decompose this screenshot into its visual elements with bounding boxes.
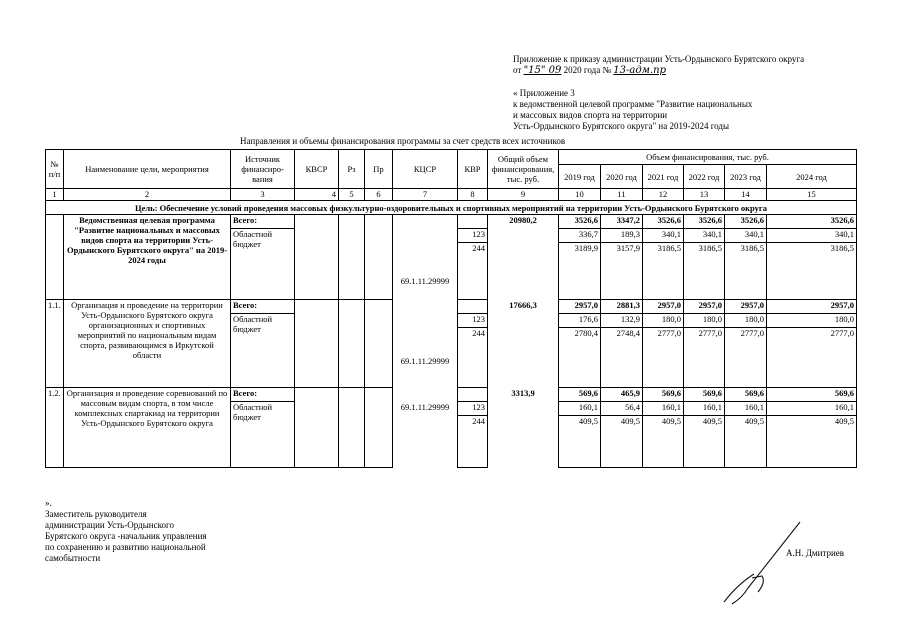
row-name: Организация и проведение соревнований по массовым видам спорта, в том числе комплексных спартакиад на территории Усть-Ордынского Бурятского округа xyxy=(64,388,231,468)
row-kvr: 123 xyxy=(458,402,488,416)
th-num: № п/п xyxy=(46,150,64,189)
goal-row xyxy=(46,201,857,215)
signer-name: А.Н. Дмитриев xyxy=(786,548,845,558)
value-cell: 160,1 xyxy=(725,402,767,416)
value-cell: 180,0 xyxy=(725,314,767,328)
value-cell: 3186,5 xyxy=(684,243,725,300)
value-cell: 176,6 xyxy=(559,314,601,328)
order-date-line xyxy=(513,65,666,76)
value-cell: 180,0 xyxy=(684,314,725,328)
goal-text: Цель: Обеспечение условий проведения массовых физкультурно-оздоровительных и спортивных мероприятий на территории Усть-Ордынского Бурятского округа xyxy=(46,201,857,215)
table-title: Направления и объемы финансирования программы за счет средств всех источников xyxy=(240,136,566,146)
value-cell: 3186,5 xyxy=(643,243,684,300)
value-cell: 2957,0 xyxy=(643,300,684,314)
signer-position-line1: Заместитель руководителя xyxy=(45,509,147,519)
value-cell: 3526,6 xyxy=(725,215,767,229)
row-kvr: 244 xyxy=(458,243,488,300)
row-kcsr: 69.1.11.29999 xyxy=(393,402,458,468)
colnum: 13 xyxy=(684,189,725,201)
value-cell: 409,5 xyxy=(684,416,725,468)
colnum: 2 xyxy=(64,189,231,201)
value-cell: 336,7 xyxy=(559,229,601,243)
colnum: 4 xyxy=(295,189,339,201)
value-cell: 569,6 xyxy=(684,388,725,402)
row-num xyxy=(46,215,64,300)
value-cell: 160,1 xyxy=(767,402,857,416)
value-cell: 409,5 xyxy=(601,416,643,468)
th-source: Источник финансиро-вания xyxy=(231,150,295,189)
row-total: 17666,3 xyxy=(488,300,559,314)
column-number-row xyxy=(46,189,857,201)
th-2022: 2022 год xyxy=(684,165,725,189)
row-total: 20980,2 xyxy=(488,215,559,229)
appendix3-line4: Усть-Ордынского Бурятского округа" на 2019-2024 годы xyxy=(513,121,730,131)
value-cell: 2957,0 xyxy=(684,300,725,314)
appendix3-line3: и массовых видов спорта на территории xyxy=(513,110,668,120)
row-kvr: 244 xyxy=(458,416,488,468)
colnum: 11 xyxy=(601,189,643,201)
value-cell: 180,0 xyxy=(643,314,684,328)
colnum: 6 xyxy=(365,189,393,201)
value-cell: 160,1 xyxy=(684,402,725,416)
colnum: 9 xyxy=(488,189,559,201)
row-total-label: Всего: xyxy=(231,300,295,314)
value-cell: 569,6 xyxy=(559,388,601,402)
colnum: 15 xyxy=(767,189,857,201)
th-2024: 2024 год xyxy=(767,165,857,189)
value-cell: 465,9 xyxy=(601,388,643,402)
value-cell: 409,5 xyxy=(559,416,601,468)
value-cell: 2777,0 xyxy=(767,328,857,388)
value-cell: 2780,4 xyxy=(559,328,601,388)
value-cell: 2957,0 xyxy=(559,300,601,314)
value-cell: 3189,9 xyxy=(559,243,601,300)
order-date-handwritten: "15" 09 xyxy=(523,65,562,76)
row-total: 3313,9 xyxy=(488,388,559,402)
th-years-group: Объем финансирования, тыс. руб. xyxy=(559,150,857,165)
signer-position-line3: Бурятского округа -начальник управления xyxy=(45,531,207,541)
row-kcsr: 69.1.11.29999 xyxy=(393,314,458,388)
row-source: Областной бюджет xyxy=(231,402,295,468)
value-cell: 340,1 xyxy=(725,229,767,243)
row-kvr: 123 xyxy=(458,314,488,328)
order-number-handwritten: 13-адм.пр xyxy=(613,65,666,76)
th-pr: Пр xyxy=(365,150,393,189)
value-cell: 409,5 xyxy=(643,416,684,468)
order-appendix-line: Приложение к приказу администрации Усть-Ордынского Бурятского округа xyxy=(513,54,805,64)
value-cell: 3186,5 xyxy=(767,243,857,300)
signer-position-line2: администрации Усть-Ордынского xyxy=(45,520,174,530)
closing-quote: ». xyxy=(45,498,52,508)
colnum: 8 xyxy=(458,189,488,201)
value-cell: 132,9 xyxy=(601,314,643,328)
signer-position-line4: по сохранению и развитию национальной xyxy=(45,542,206,552)
appendix3-line1: « Приложение 3 xyxy=(513,88,575,98)
th-kvsr: КВСР xyxy=(295,150,339,189)
value-cell: 340,1 xyxy=(643,229,684,243)
row-name: Организация и проведение на территории Усть-Ордынского Бурятского округа организационных и спортивных мероприятий по национальным видам спорта, развивающимся в Иркутской области xyxy=(64,300,231,388)
value-cell: 3526,6 xyxy=(559,215,601,229)
row-total-label: Всего: xyxy=(231,215,295,229)
colnum: 10 xyxy=(559,189,601,201)
th-2023: 2023 год xyxy=(725,165,767,189)
value-cell: 340,1 xyxy=(684,229,725,243)
value-cell: 2777,0 xyxy=(684,328,725,388)
value-cell: 2777,0 xyxy=(643,328,684,388)
order-date-prefix: от xyxy=(513,65,522,75)
row-kcsr: 69.1.11.29999 xyxy=(393,229,458,300)
colnum: 12 xyxy=(643,189,684,201)
value-cell: 56,4 xyxy=(601,402,643,416)
colnum: 3 xyxy=(231,189,295,201)
value-cell: 3347,2 xyxy=(601,215,643,229)
value-cell: 409,5 xyxy=(767,416,857,468)
value-cell: 340,1 xyxy=(767,229,857,243)
value-cell: 409,5 xyxy=(725,416,767,468)
value-cell: 160,1 xyxy=(559,402,601,416)
colnum: 1 xyxy=(46,189,64,201)
table-row xyxy=(46,215,857,229)
th-kcsr: КЦСР xyxy=(393,150,458,189)
th-total: Общий объем финансирования, тыс. руб. xyxy=(488,150,559,189)
row-source: Областной бюджет xyxy=(231,229,295,300)
financing-table xyxy=(45,149,857,468)
handwritten-signature xyxy=(718,518,813,608)
value-cell: 569,6 xyxy=(643,388,684,402)
value-cell: 180,0 xyxy=(767,314,857,328)
th-name: Наименование цели, мероприятия xyxy=(64,150,231,189)
colnum: 5 xyxy=(339,189,365,201)
value-cell: 3186,5 xyxy=(725,243,767,300)
value-cell: 569,6 xyxy=(767,388,857,402)
signature-block xyxy=(45,498,207,564)
value-cell: 2777,0 xyxy=(725,328,767,388)
order-date-mid: 2020 года № xyxy=(563,65,612,75)
th-2019: 2019 год xyxy=(559,165,601,189)
value-cell: 3526,6 xyxy=(684,215,725,229)
table-row xyxy=(46,388,857,402)
value-cell: 3526,6 xyxy=(643,215,684,229)
value-cell: 3157,9 xyxy=(601,243,643,300)
value-cell: 3526,6 xyxy=(767,215,857,229)
row-kvr: 123 xyxy=(458,229,488,243)
row-kvr: 244 xyxy=(458,328,488,388)
value-cell: 569,6 xyxy=(725,388,767,402)
signer-position-line5: самобытности xyxy=(45,553,101,563)
colnum: 14 xyxy=(725,189,767,201)
th-2020: 2020 год xyxy=(601,165,643,189)
row-num: 1.1. xyxy=(46,300,64,388)
value-cell: 189,3 xyxy=(601,229,643,243)
value-cell: 160,1 xyxy=(643,402,684,416)
row-total-label: Всего: xyxy=(231,388,295,402)
value-cell: 2957,0 xyxy=(767,300,857,314)
colnum: 7 xyxy=(393,189,458,201)
appendix3-line2: к ведомственной целевой программе "Развитие национальных xyxy=(513,99,753,109)
row-source: Областной бюджет xyxy=(231,314,295,388)
value-cell: 2957,0 xyxy=(725,300,767,314)
value-cell: 2881,3 xyxy=(601,300,643,314)
value-cell: 2748,4 xyxy=(601,328,643,388)
row-num: 1.2. xyxy=(46,388,64,468)
table-row xyxy=(46,300,857,314)
th-kvr: КВР xyxy=(458,150,488,189)
header-row-1 xyxy=(46,150,857,165)
row-name: Ведомственная целевая программа "Развитие национальных и массовых видов спорта на территории Усть-Ордынского Бурятского округа" на 2019-2024 годы xyxy=(64,215,231,300)
th-2021: 2021 год xyxy=(643,165,684,189)
th-rz: Рз xyxy=(339,150,365,189)
